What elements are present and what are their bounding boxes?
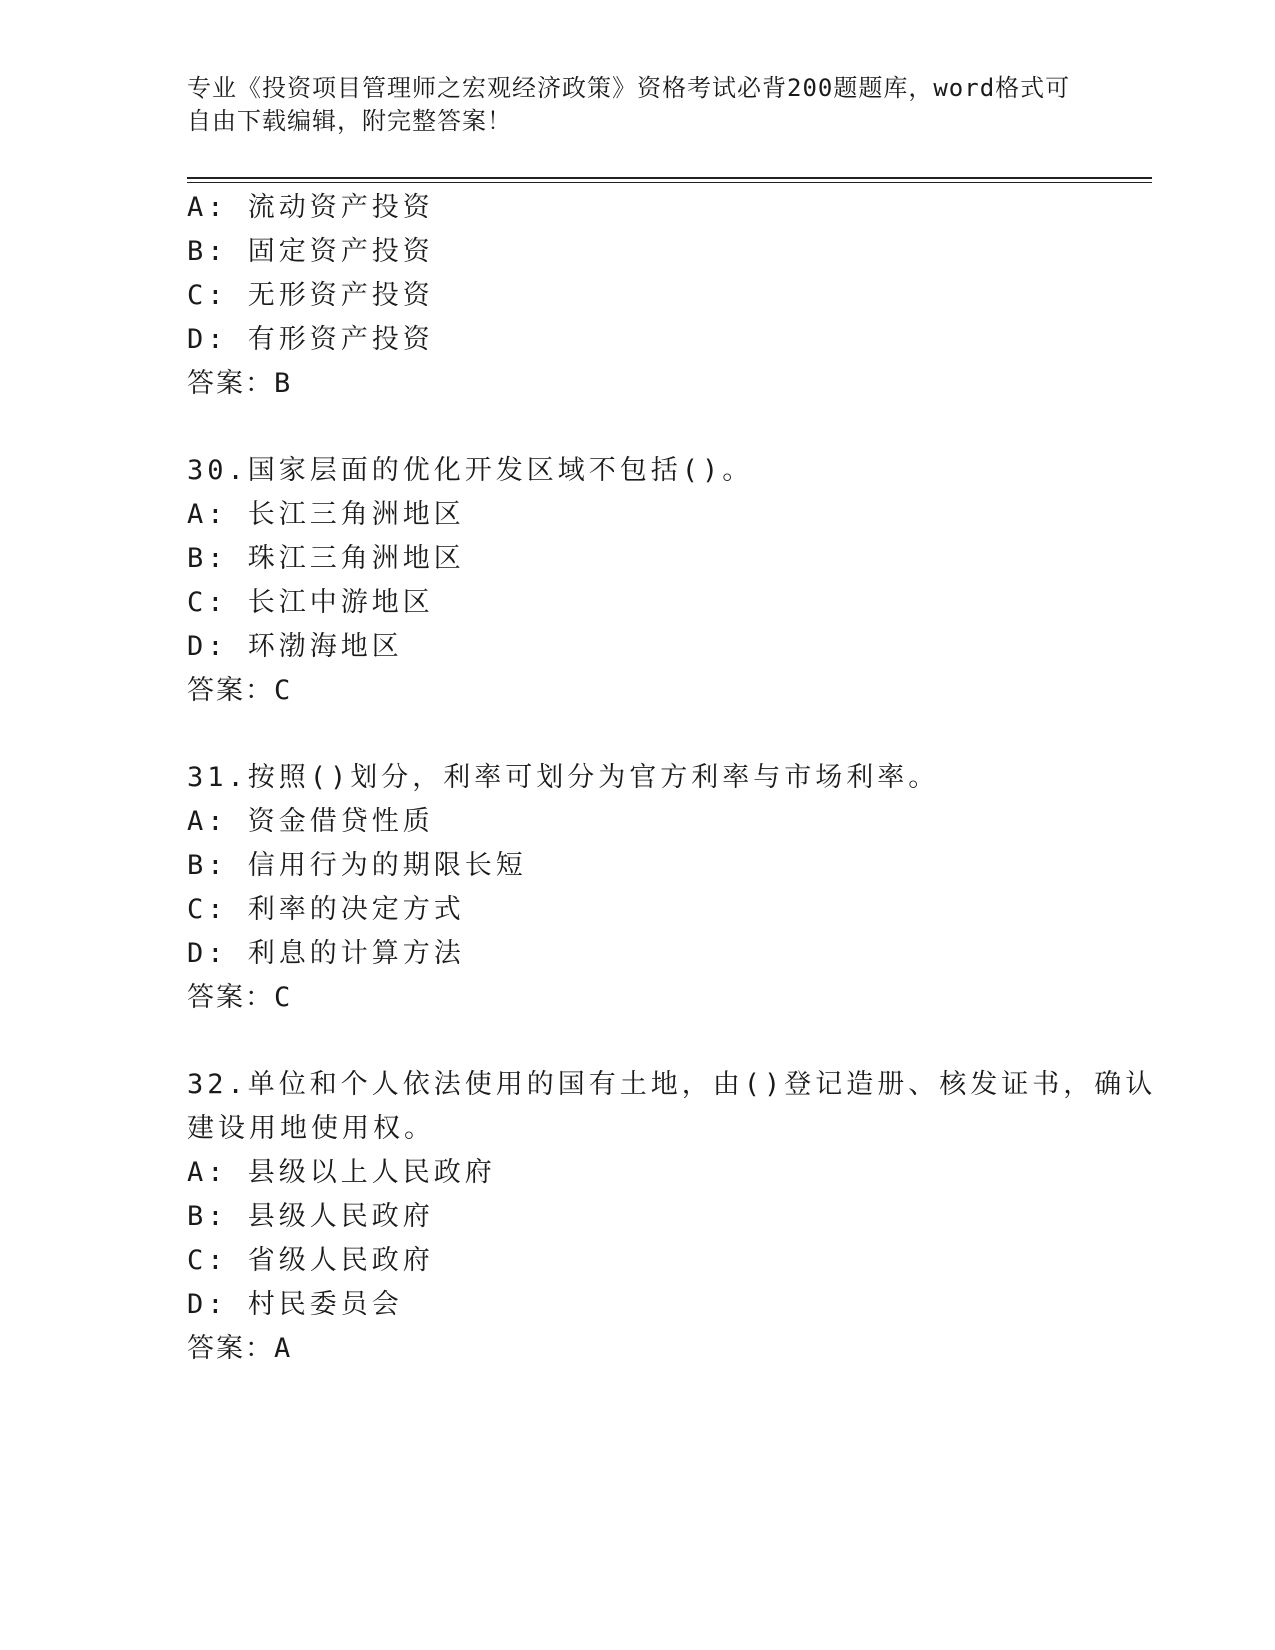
q29-answer: 答案：B xyxy=(187,368,293,399)
q29-option-c: C: 无形资产投资 xyxy=(187,280,434,311)
q31-option-c: C: 利率的决定方式 xyxy=(187,894,465,925)
q30-option-c: C: 长江中游地区 xyxy=(187,587,434,618)
q31-option-d: D: 利息的计算方法 xyxy=(187,938,465,969)
document-header xyxy=(187,72,1087,138)
q29-option-d: D: 有形资产投资 xyxy=(187,324,434,355)
q31-answer: 答案：C xyxy=(187,982,293,1013)
q32-option-c: C: 省级人民政府 xyxy=(187,1245,434,1276)
header-line-2: 自由下载编辑，附完整答案！ xyxy=(187,107,512,135)
q30-stem: 30.国家层面的优化开发区域不包括()。 xyxy=(187,455,754,486)
q32-stem-line-2: 建设用地使用权。 xyxy=(187,1113,435,1144)
q30-option-a: A: 长江三角洲地区 xyxy=(187,499,465,530)
q31-option-b: B: 信用行为的期限长短 xyxy=(187,850,527,881)
q30-answer: 答案：C xyxy=(187,675,293,706)
q32-option-b: B: 县级人民政府 xyxy=(187,1201,434,1232)
q32-option-a: A: 县级以上人民政府 xyxy=(187,1157,496,1188)
q31-stem: 31.按照()划分，利率可划分为官方利率与市场利率。 xyxy=(187,762,940,793)
q32-stem-line-1: 32.单位和个人依法使用的国有土地，由()登记造册、核发证书，确认 xyxy=(187,1069,1157,1100)
q29-option-b: B: 固定资产投资 xyxy=(187,236,434,267)
header-divider-thin xyxy=(187,182,1152,183)
q31-option-a: A: 资金借贷性质 xyxy=(187,806,434,837)
q30-option-b: B: 珠江三角洲地区 xyxy=(187,543,465,574)
q29-option-a: A: 流动资产投资 xyxy=(187,192,434,223)
q32-option-d: D: 村民委员会 xyxy=(187,1289,403,1320)
header-line-1: 专业《投资项目管理师之宏观经济政策》资格考试必背200题题库，word格式可 xyxy=(187,74,1071,102)
q32-answer: 答案：A xyxy=(187,1333,293,1364)
q30-option-d: D: 环渤海地区 xyxy=(187,631,403,662)
header-divider-thick xyxy=(187,177,1152,179)
